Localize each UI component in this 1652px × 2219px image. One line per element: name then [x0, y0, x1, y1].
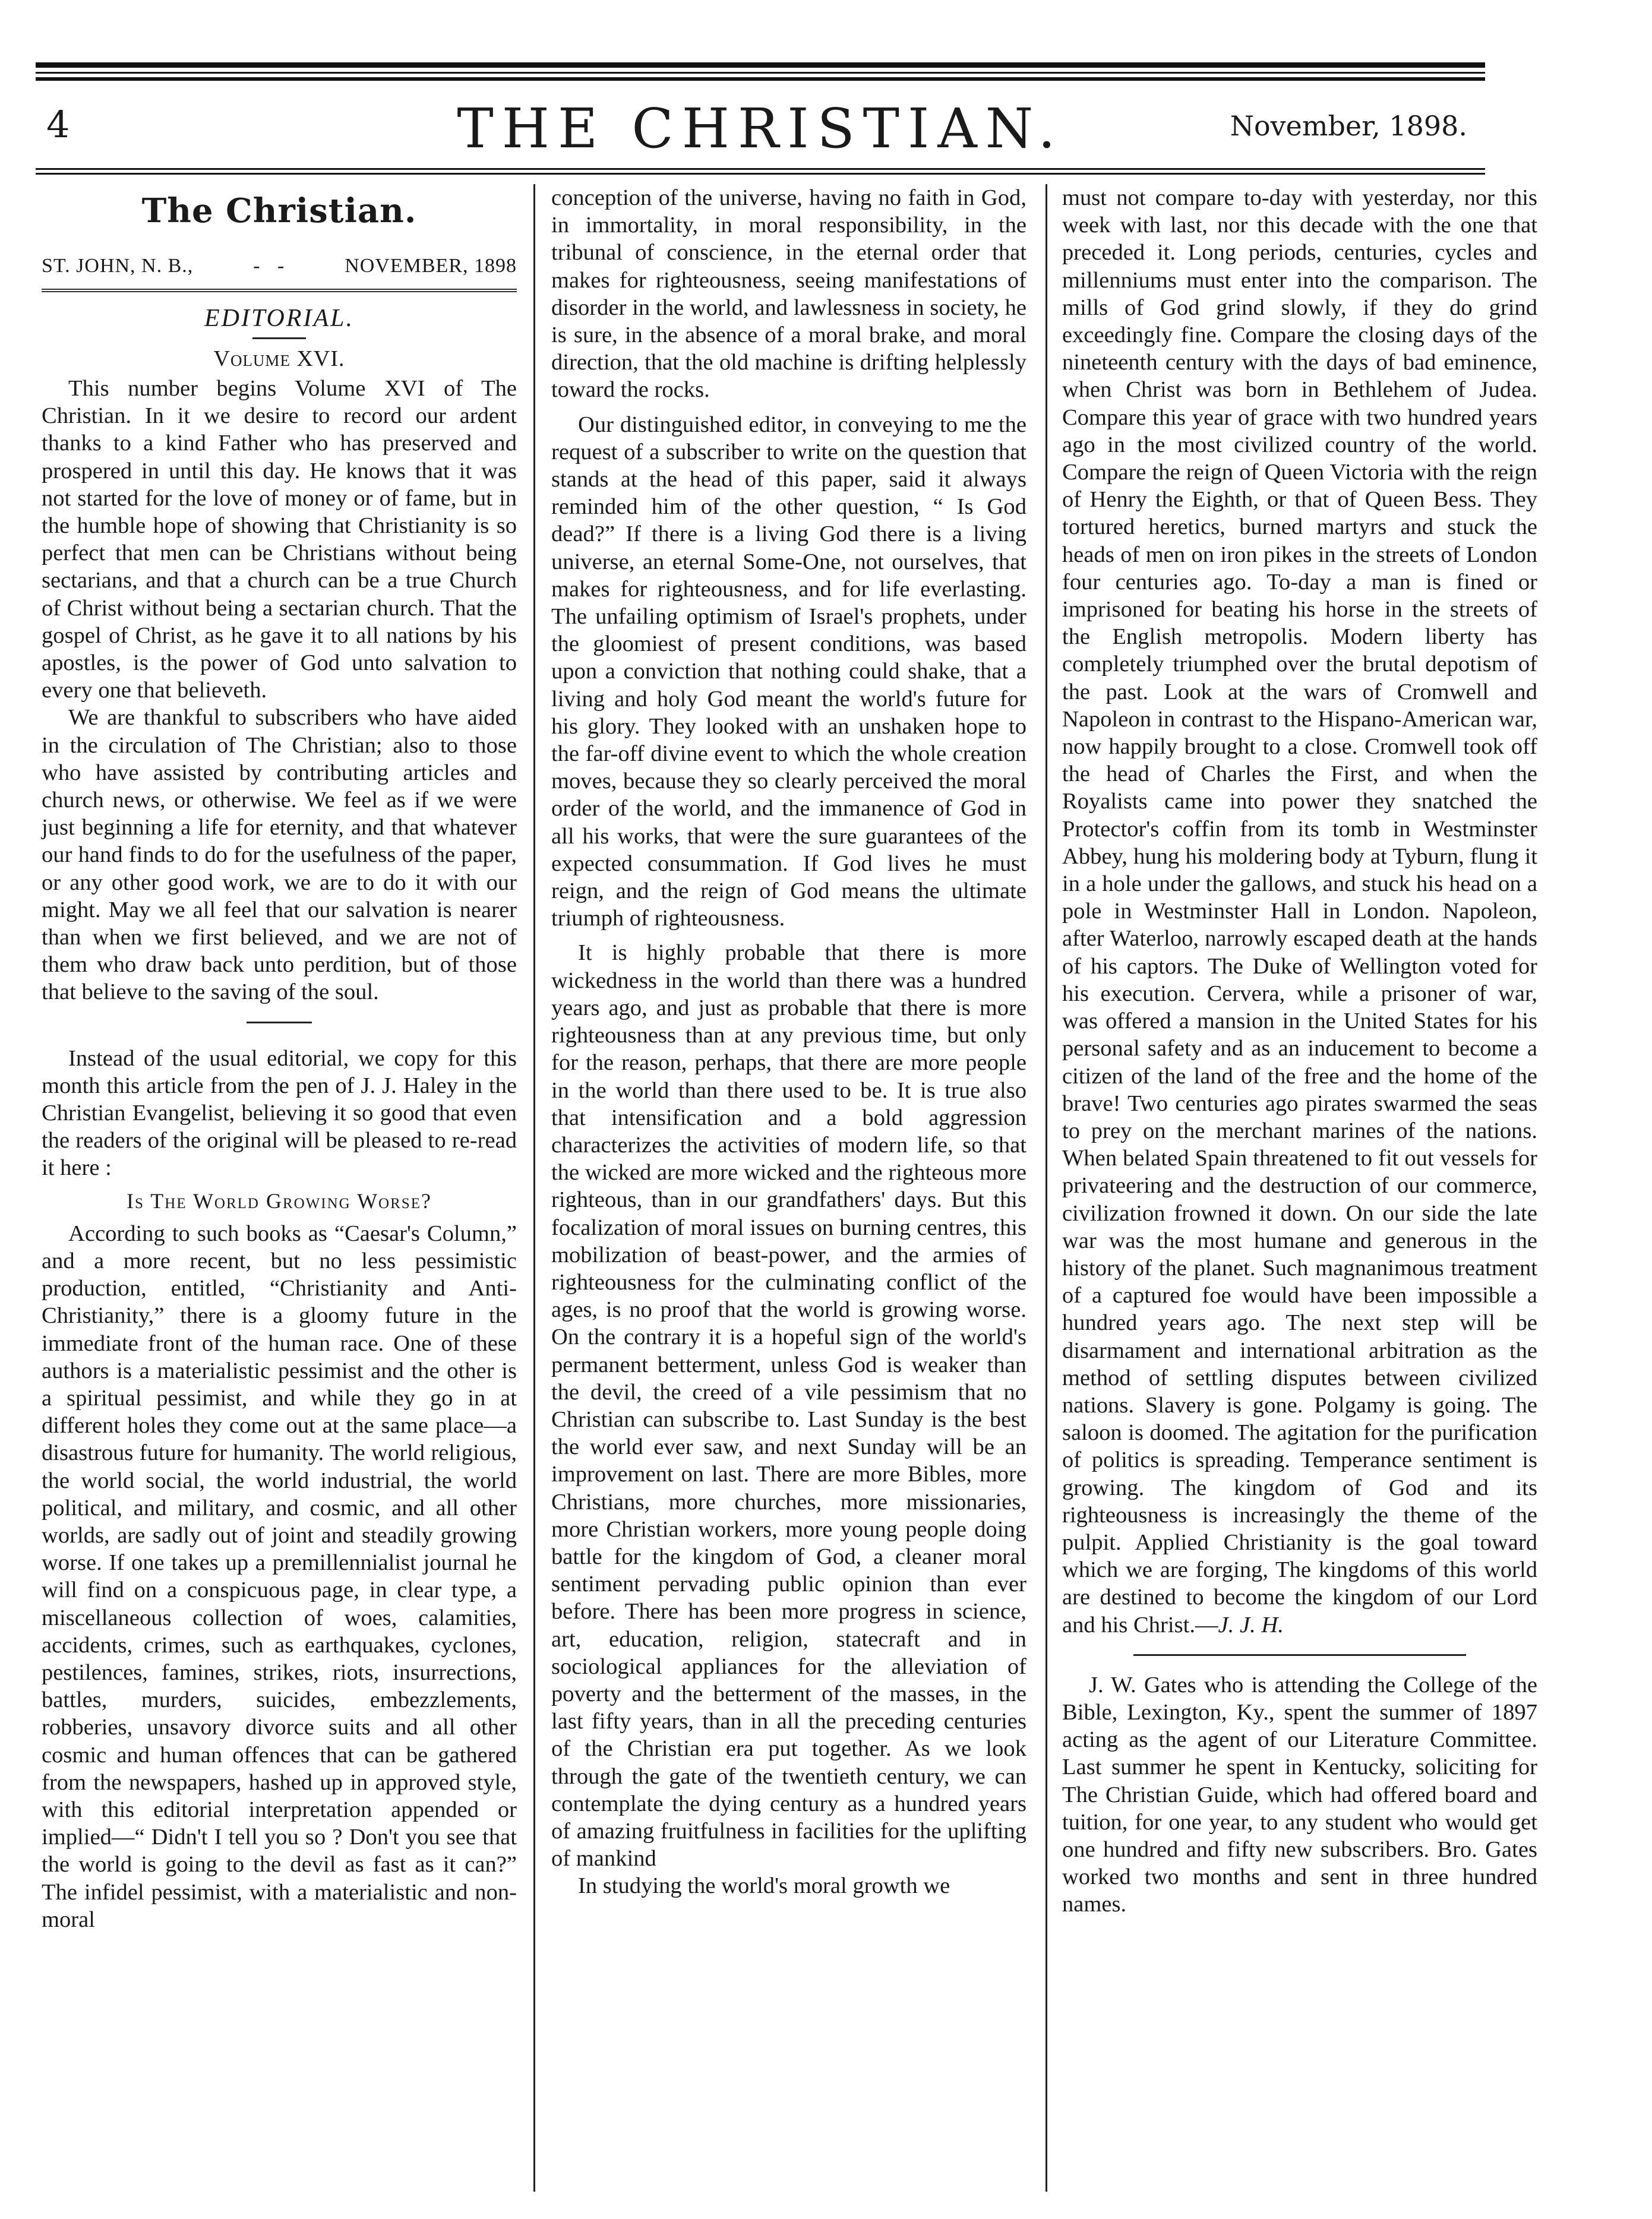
paragraph: It is highly probable that there is more wickedness in the world than there was a hundred years ago, and just as probable that there is more righteousness than at any previous time, but only for the reason, perhaps, that there are more people in the world than there used to be. It is true also that intensification and a bold aggression characterizes the activities of modern life, so that the wicked are more wicked and the righteous more righteous, than in our grandfathers' days. But this focalization of moral issues on burning centres, this mobilization of beast-power, and the armies of righteousness for the culminating conflict of the ages, is no proof that the world is growing worse. On the contrary it is a hopeful sign of the world's permanent betterment, unless God is weaker than the devil, the creed of a vile pessimism that no Christian can subscribe to. Last Sunday is the best the world ever saw, and next Sunday will be an improvement on last. There are more Bibles, more Christians, more churches, more missionaries, more Christian workers, more young people doing battle for the kingdom of God, a cleaner moral sentiment pervading public opinion than ever before. There has been more progress in science, art, education, religion, statecraft and in sociological appliances for the alleviation of poverty and the betterment of the masses, in the last fifty years, than in all the preceding centuries of the Christian era put together. As we look through the gate of the twentieth century, we can contemplate the dying century as a hundred years of amazing fruitfulness in facilities for the uplifting of mankind: [551, 940, 1026, 1872]
masthead-rule-1: [36, 168, 1485, 170]
column-divider: [533, 184, 535, 2192]
paragraph: This number begins Volume XVI of The Christian. In it we desire to record our ardent thanks to a kind Father who has preserved and prospered in until this day. He knows that it was not started for the love of money or of fame, but in the humble hope of showing that Christianity is so perfect that men can be Christians without being sectarians, and that a church can be a true Church of Christ without being a sectarian church. That the gospel of Christ, as he gave it to all nations by his apostles, is the power of God unto salvation to every one that believeth.: [42, 376, 517, 703]
signature: J. J. H.: [1218, 1612, 1284, 1638]
top-rule-thick: [36, 62, 1485, 68]
article-title: Is The World Growing Worse?: [127, 1188, 432, 1213]
column-1: [42, 184, 517, 1933]
paper-name-heading: The Christian.: [141, 191, 417, 230]
heading-rule: [252, 337, 306, 339]
volume-subhead: Volume XVI.: [213, 346, 345, 371]
top-rule-thin: [36, 72, 1485, 74]
paragraph-text: must not compare to-day with yesterday, nor this week with last, nor this decade with the one that preceded it. Long periods, centuries, cycles and millenniums must enter into the comparison. The mills of God grind slowly, if they do grind exceedingly fine. Compare the closing days of the nineteenth century with the days of bad eminence, when Christ was born in Bethlehem of Judea. Compare this year of grace with two hundred years ago in the most civilized country of the world. Compare the reign of Queen Victoria with the reign of Henry the Eighth, or that of Queen Bess. They tortured heretics, burned martyrs and stuck the heads of men on iron pikes in the streets of London four centuries ago. To-day a man is fined or imprisoned for beating his horse in the streets of the English metropolis. Modern liberty has completely triumphed over the brutal depotism of the past. Look at the wars of Cromwell and Napoleon in contrast to the Hispano-American war, now happily brought to a close. Cromwell took off the head of Charles the First, and when the Royalists came into power they snatched the Protector's coffin from its tomb in Westminster Abbey, hung his moldering body at Tyburn, flung it in a hole under the gallows, and stuck his head on a pole in Westminster Hall in London. Napoleon, after Waterloo, narrowly escaped death at the hands of his captors. The Duke of Wellington voted for his execution. Cervera, while a prisoner of war, was offered a mansion in the United States for his personal safety and as an inducement to become a citizen of the land of the free and the home of the brave! Two centuries ago pirates swarmed the seas to prey on the merchant marines of the nations. When belated Spain threatened to fit out vessels for privateering and the destruction of our commerce, civilization frowned it down. On our side the late war was the most humane and generous in the history of the planet. Such magnanimous treatment of a captured foe would have been impossible a hundred years ago. The next step will be disarmament and international arbitration as the method of settling disputes between civilized nations. Slavery is gone. Polgamy is going. The saloon is doomed. The agitation for the purification of politics is spreading. Temperance sentiment is growing. The kingdom of God and its righteousness is increasingly the theme of the pulpit. Applied Christianity is the goal toward which we are forging, The kingdoms of this world are destined to become the kingdom of our Lord and his Christ.—: [1062, 185, 1537, 1638]
paragraph: In studying the world's moral growth we: [578, 1873, 950, 1899]
page-number: 4: [46, 103, 70, 146]
masthead: [36, 97, 1485, 162]
section-divider: [247, 1022, 312, 1023]
dateline: [42, 248, 517, 292]
column-3: [1062, 184, 1537, 1918]
top-rule-medium: [36, 77, 1485, 81]
paragraph: [1062, 184, 1537, 1639]
dateline-place: ST. JOHN, N. B.,: [42, 255, 194, 277]
section-divider: [1133, 1654, 1466, 1656]
dateline-date: NOVEMBER, 1898: [345, 255, 517, 277]
column-divider: [1045, 184, 1047, 2192]
notice-paragraph: J. W. Gates who is attending the College of the Bible, Lexington, Ky., spent the summer of 1897 acting as the agent of our Literature Committee. Last summer he spent in Kentucky, soliciting for The Christian Guide, which had offered board and tuition, for one year, to any student who would get one hundred and fifty new subscribers. Bro. Gates worked two months and sent in three hundred names.: [1062, 1672, 1537, 1917]
column-2: [551, 184, 1026, 1900]
newspaper-page: [36, 62, 1537, 2201]
paragraph: We are thankful to subscribers who have aided in the circulation of The Christian; also to those who have assisted by contributing articles and church news, or otherwise. We feel as if we were just beginning a life for eternity, and that whatever our hand finds to do for the usefulness of the paper, or any other good work, we are to do it with our might. May we all feel that our salvation is nearer than when we first believed, and we are not of them who draw back unto perdition, but of those that believe to the saving of the soul.: [42, 705, 517, 1005]
paragraph: conception of the universe, having no faith in God, in immortality, in moral responsibility, in the tribunal of conscience, in the eternal order that makes for righteousness, seeing manifestations of disorder in the world, and lawlessness in society, he is sure, in the absence of a moral brake, and moral direction, that the old machine is drifting helplessly toward the rocks.: [551, 185, 1026, 403]
paragraph: Instead of the usual editorial, we copy for this month this article from the pen of J. J. Haley in the Christian Evangelist, believing it so good that even the readers of the original will be pleased to re-read it here :: [42, 1045, 517, 1181]
editorial-heading: EDITORIAL.: [204, 305, 355, 332]
dateline-separator: - -: [253, 255, 285, 277]
issue-date: November, 1898.: [1230, 110, 1467, 142]
paper-title: THE CHRISTIAN.: [457, 97, 1064, 160]
paragraph: Our distinguished editor, in conveying to me the request of a subscriber to write on the question that stands at the head of this paper, said it always reminded him of the other question, “ Is God dead?” If there is a living God there is a living universe, an eternal Some-One, not ourselves, that makes for righteousness, and for life everlasting. The unfailing optimism of Israel's prophets, under the gloomiest of present conditions, was based upon a conviction that nothing could shake, that a living and holy God meant the world's future for his glory. They looked with an unshaken hope to the far-off divine event to which the whole creation moves, because they so clearly perceived the moral order of the world, and the immanence of God in all his works, that were the sure guarantees of the expected consummation. If God lives he must reign, and the reign of God means the ultimate triumph of righteousness.: [551, 412, 1026, 931]
paragraph: According to such books as “Caesar's Column,” and a more recent, but no less pessimistic production, entitled, “Christianity and Anti-Christianity,” there is a gloomy future in the immediate front of the human race. One of these authors is a materialistic pessimist and the other is a spiritual pessimist, and while they go in at different holes they come out at the same place—a disastrous future for humanity. The world religious, the world social, the world industrial, the world political, and military, and cosmic, and all other worlds, are sadly out of joint and steadily growing worse. If one takes up a premillennialist journal he will find on a conspicuous page, in clear type, a miscellaneous collection of woes, calamities, accidents, crimes, such as earthquakes, cyclones, pestilences, famines, strikes, riots, insurrections, battles, murders, suicides, embezzlements, robberies, unsavory divorce suits and all other cosmic and human offences that can be gathered from the newspapers, hashed up in approved style, with this editorial interpretation appended or implied—“ Didn't I tell you so ? Don't you see that the world is going to the devil as fast as it can?” The infidel pessimist, with a materialistic and non-moral: [42, 1221, 517, 1932]
masthead-rule-2: [36, 173, 1485, 175]
